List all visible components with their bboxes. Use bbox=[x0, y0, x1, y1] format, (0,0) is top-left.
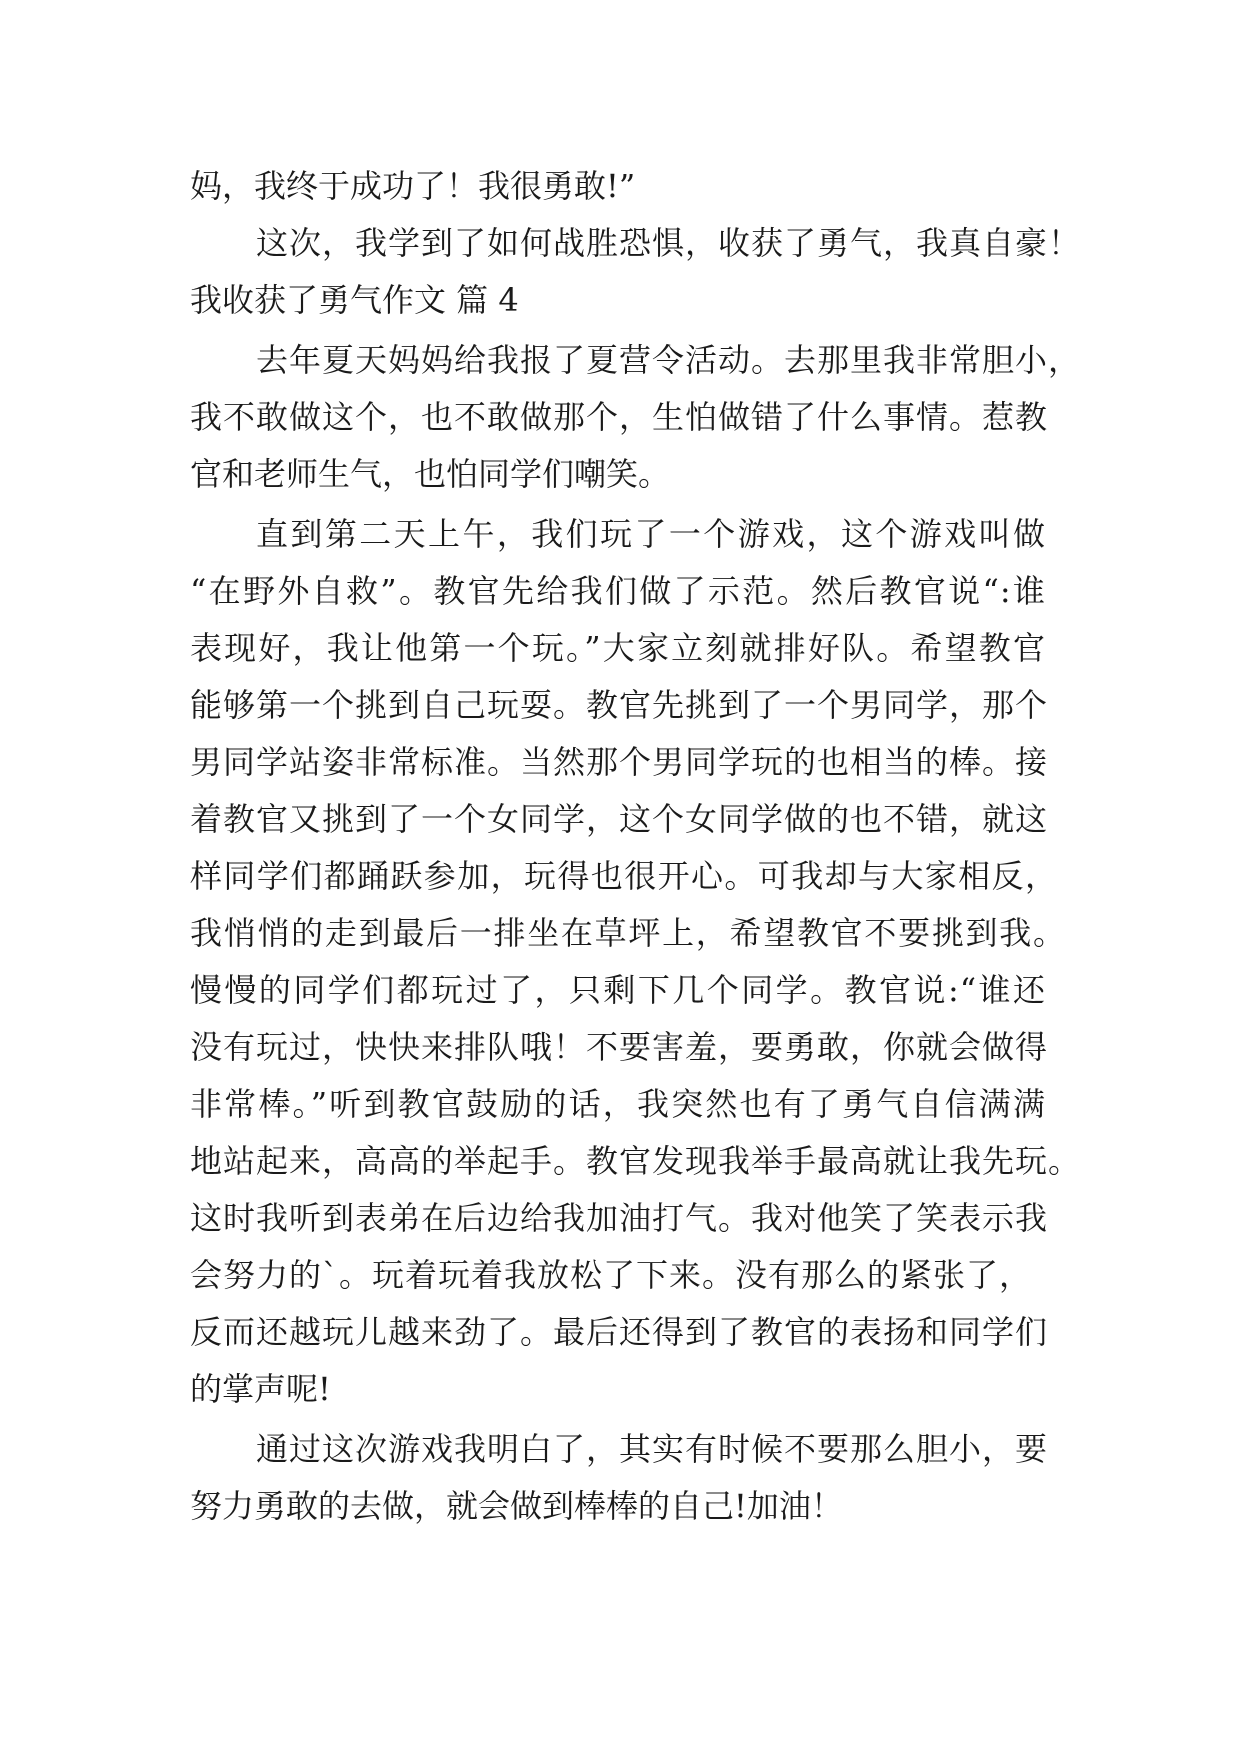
line-text: 去年夏天妈妈给我报了夏营令活动。去那里我非常胆小， bbox=[256, 341, 1082, 379]
section-heading bbox=[0, 270, 1241, 330]
text-line bbox=[0, 156, 1241, 216]
text-line bbox=[0, 1188, 1241, 1248]
text-line bbox=[0, 1017, 1241, 1077]
text-line bbox=[0, 330, 1241, 390]
line-text: 这时我听到表弟在后边给我加油打气。我对他笑了笑表示我 bbox=[190, 1199, 1049, 1237]
text-line bbox=[0, 1302, 1241, 1362]
text-line bbox=[0, 444, 1241, 504]
text-line bbox=[0, 387, 1241, 447]
text-line bbox=[0, 1131, 1241, 1191]
line-text: 样同学们都踊跃参加，玩得也很开心。可我却与大家相反， bbox=[190, 857, 1058, 895]
text-line bbox=[0, 1359, 1241, 1419]
line-text: 没有玩过，快快来排队哦！不要害羞，要勇敢，你就会做得 bbox=[190, 1028, 1049, 1066]
line-text: 能够第一个挑到自己玩耍。教官先挑到了一个男同学，那个 bbox=[190, 686, 1049, 724]
text-line bbox=[0, 789, 1241, 849]
text-line bbox=[0, 846, 1241, 906]
line-text: 地站起来，高高的举起手。教官发现我举手最高就让我先玩。 bbox=[190, 1142, 1082, 1180]
text-line bbox=[0, 1245, 1241, 1305]
text-line bbox=[0, 504, 1241, 564]
text-line bbox=[0, 213, 1241, 273]
line-text: 我不敢做这个，也不敢做那个，生怕做错了什么事情。惹教 bbox=[190, 398, 1049, 436]
line-text: 这次，我学到了如何战胜恐惧，收获了勇气，我真自豪！ bbox=[256, 224, 1082, 262]
line-text: 妈，我终于成功了！我很勇敢!” bbox=[190, 167, 636, 205]
text-line bbox=[0, 732, 1241, 792]
line-text: 通过这次游戏我明白了，其实有时候不要那么胆小，要 bbox=[256, 1430, 1049, 1468]
line-text: 男同学站姿非常标准。当然那个男同学玩的也相当的棒。接 bbox=[190, 743, 1049, 781]
heading-text: 我收获了勇气作文 篇 4 bbox=[190, 281, 519, 319]
line-text: 非常棒。”听到教官鼓励的话，我突然也有了勇气自信满满 bbox=[190, 1085, 1046, 1123]
line-text: 的掌声呢! bbox=[190, 1370, 331, 1408]
line-text: 慢慢的同学们都玩过了，只剩下几个同学。教官说:“谁还 bbox=[190, 971, 1046, 1009]
text-line bbox=[0, 903, 1241, 963]
text-line bbox=[0, 675, 1241, 735]
text-line bbox=[0, 618, 1241, 678]
line-text: 会努力的`。玩着玩着我放松了下来。没有那么的紧张了， bbox=[190, 1256, 1033, 1294]
line-text: 我悄悄的走到最后一排坐在草坪上，希望教官不要挑到我。 bbox=[190, 914, 1066, 952]
line-text: 着教官又挑到了一个女同学，这个女同学做的也不错，就这 bbox=[190, 800, 1049, 838]
text-line bbox=[0, 1419, 1241, 1479]
text-line bbox=[0, 1074, 1241, 1134]
line-text: 直到第二天上午，我们玩了一个游戏，这个游戏叫做 bbox=[256, 515, 1046, 553]
line-text: 反而还越玩儿越来劲了。最后还得到了教官的表扬和同学们 bbox=[190, 1313, 1049, 1351]
line-text: 表现好，我让他第一个玩。”大家立刻就排好队。希望教官 bbox=[190, 629, 1046, 667]
text-line bbox=[0, 561, 1241, 621]
line-text: 官和老师生气，也怕同学们嘲笑。 bbox=[190, 455, 671, 493]
text-line bbox=[0, 960, 1241, 1020]
line-text: “在野外自救”。教官先给我们做了示范。然后教官说“:谁 bbox=[190, 572, 1046, 610]
text-line bbox=[0, 1476, 1241, 1536]
line-text: 努力勇敢的去做，就会做到棒棒的自己!加油！ bbox=[190, 1487, 843, 1525]
